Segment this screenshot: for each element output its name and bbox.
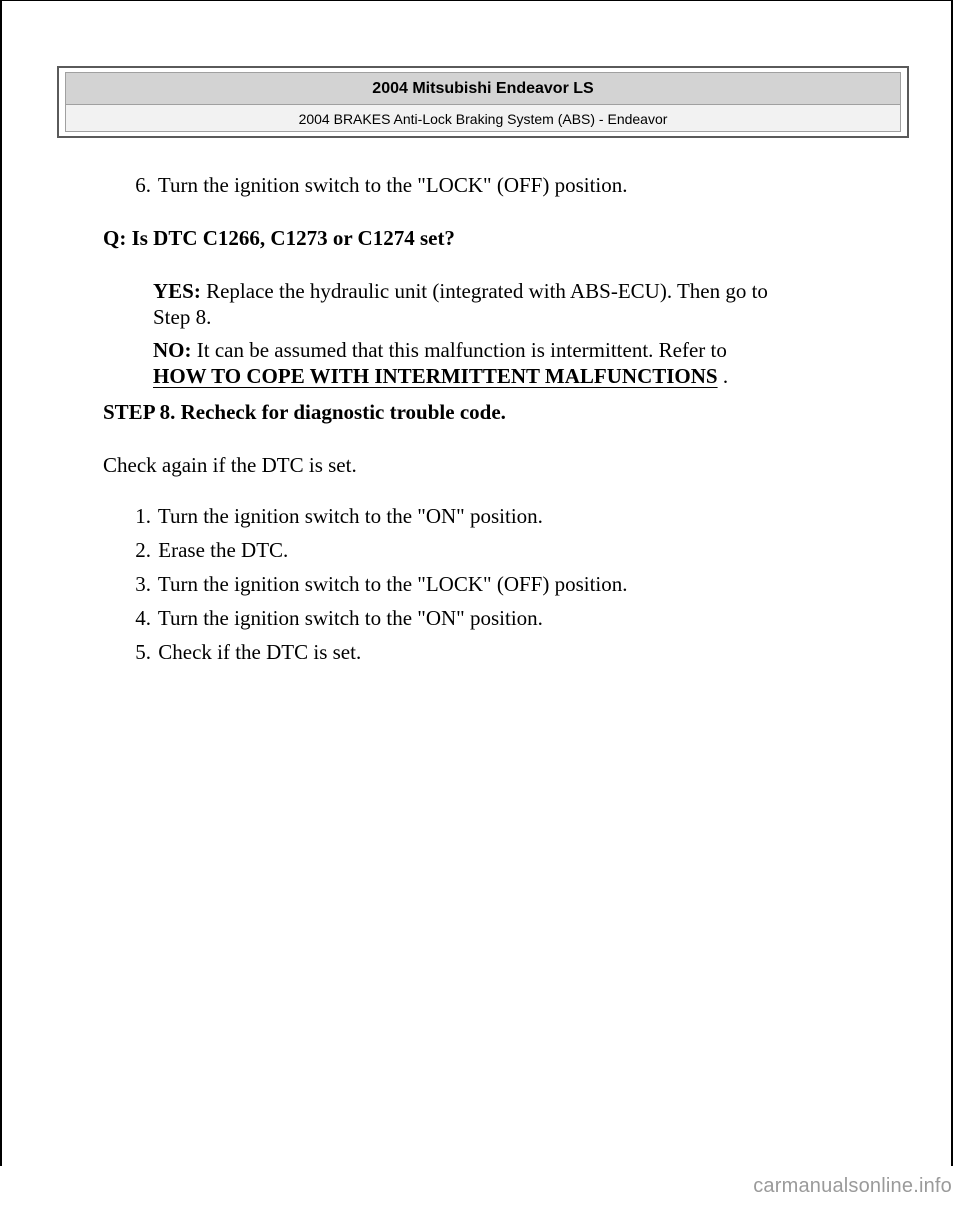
yes-label: YES: (153, 279, 201, 303)
question: Q: Is DTC C1266, C1273 or C1274 set? (103, 226, 455, 250)
intermittent-malfunctions-link[interactable]: HOW TO COPE WITH INTERMITTENT MALFUNCTIONS (153, 364, 718, 388)
no-label: NO: (153, 338, 192, 362)
step-8-intro: Check again if the DTC is set. (103, 453, 357, 477)
no-text: It can be assumed that this malfunction is intermittent. Refer to (191, 338, 727, 362)
link-trailing-period: . (717, 364, 729, 388)
document-header (57, 66, 909, 138)
list-item (103, 639, 361, 666)
yes-answer (153, 278, 768, 305)
step-number: 4. (135, 606, 151, 630)
step-number: 1. (135, 504, 151, 528)
no-answer-continued (153, 363, 728, 390)
step-6 (103, 172, 628, 199)
list-item (103, 605, 543, 632)
header-subtitle: 2004 BRAKES Anti-Lock Braking System (ABS) - Endeavor (66, 105, 900, 131)
list-item (103, 503, 543, 530)
step-number: 5. (135, 640, 151, 664)
step-number: 2. (135, 538, 151, 562)
step-text: Turn the ignition switch to the "LOCK" (OFF) position. (157, 173, 628, 197)
step-text: Check if the DTC is set. (158, 640, 362, 664)
step-text: Turn the ignition switch to the "LOCK" (OFF) position. (157, 572, 628, 596)
header-inner (65, 72, 901, 132)
step-number: 3. (135, 572, 151, 596)
yes-answer-continued: Step 8. (153, 305, 212, 329)
step-text: Erase the DTC. (158, 538, 289, 562)
step-number: 6. (135, 173, 151, 197)
no-answer (153, 337, 727, 364)
yes-text: Replace the hydraulic unit (integrated with ABS-ECU). Then go to (200, 279, 768, 303)
header-title: 2004 Mitsubishi Endeavor LS (66, 73, 900, 105)
step-text: Turn the ignition switch to the "ON" position. (157, 504, 543, 528)
step-8-heading: STEP 8. Recheck for diagnostic trouble code. (103, 400, 506, 424)
list-item (103, 571, 628, 598)
list-item (103, 537, 288, 564)
footer-watermark: carmanualsonline.info (753, 1175, 952, 1197)
step-text: Turn the ignition switch to the "ON" position. (157, 606, 543, 630)
